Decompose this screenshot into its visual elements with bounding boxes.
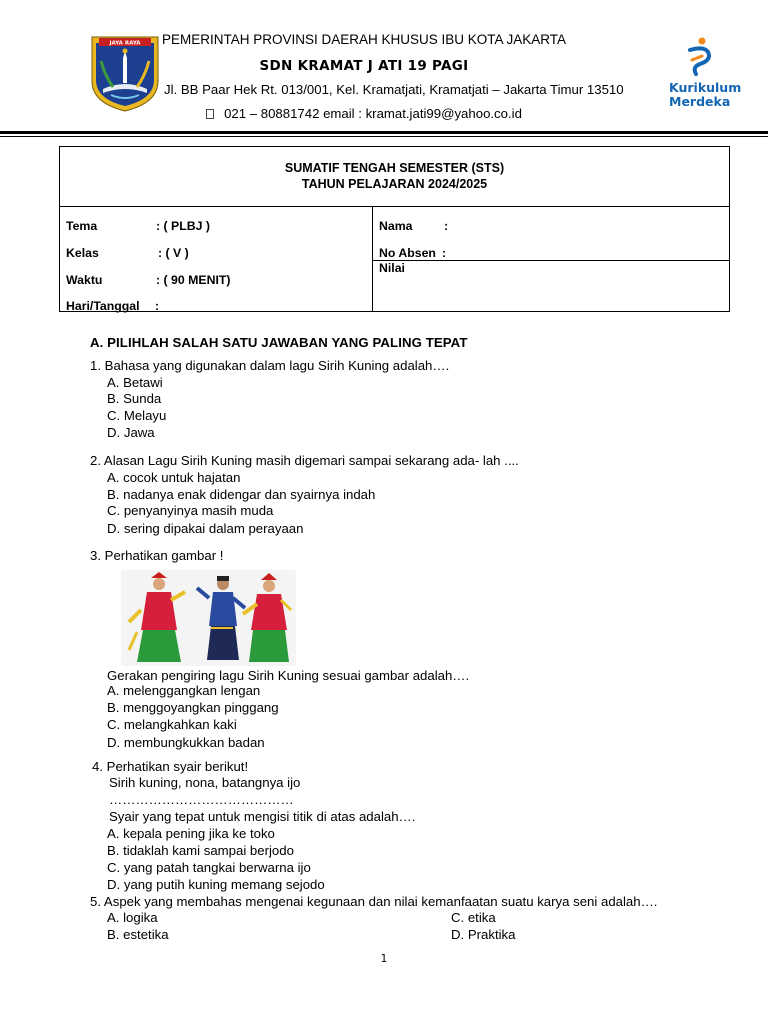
option[interactable]: A. melenggangkan lengan bbox=[107, 683, 261, 698]
option[interactable]: D. yang putih kuning memang sejodo bbox=[107, 877, 325, 892]
option[interactable]: A. logika bbox=[107, 910, 158, 925]
option[interactable]: D. sering dipakai dalam perayaan bbox=[107, 521, 304, 536]
school-address: Jl. BB Paar Hek Rt. 013/001, Kel. Kramatjati, Kramatjati – Jakarta Timur 13510 bbox=[164, 82, 624, 97]
field-value: : bbox=[442, 246, 447, 260]
option[interactable]: A. Betawi bbox=[107, 375, 163, 390]
lyric-blank-line: …………………………………… bbox=[109, 792, 294, 807]
field-value: : bbox=[155, 299, 160, 313]
header-rule-thick bbox=[0, 131, 768, 134]
option[interactable]: A. cocok untuk hajatan bbox=[107, 470, 241, 485]
page-number: 1 bbox=[380, 953, 388, 965]
question-3: 3. Perhatikan gambar ! bbox=[90, 548, 224, 563]
box-divider-vertical bbox=[372, 207, 373, 311]
box-divider-horizontal bbox=[372, 260, 729, 261]
field-label: No Absen bbox=[379, 246, 436, 260]
question-4-prompt: Syair yang tepat untuk mengisi titik di atas adalah…. bbox=[109, 809, 416, 824]
field-label: Nilai bbox=[379, 261, 405, 275]
field-label: Tema bbox=[66, 219, 98, 233]
question-2: 2. Alasan Lagu Sirih Kuning masih digemari sampai sekarang ada- lah .... bbox=[90, 453, 519, 468]
kurikulum-merdeka-logo bbox=[668, 36, 748, 116]
option[interactable]: B. nadanya enak didengar dan syairnya indah bbox=[107, 487, 376, 502]
header-rule-thin bbox=[0, 136, 768, 137]
school-name: SDN KRAMAT J ATI 19 PAGI bbox=[259, 58, 469, 74]
field-value: : ( PLBJ ) bbox=[156, 219, 210, 233]
crest-banner: JAYA RAYA bbox=[109, 40, 141, 47]
contact-text: 021 – 80881742 email : kramat.jati99@yahoo.co.id bbox=[224, 106, 522, 121]
field-label: Kelas bbox=[66, 246, 99, 260]
letterhead bbox=[0, 0, 768, 138]
question-1: 1. Bahasa yang digunakan dalam lagu Sirih Kuning adalah…. bbox=[90, 358, 450, 373]
option[interactable]: A. kepala pening jika ke toko bbox=[107, 826, 275, 841]
field-label: Hari/Tanggal bbox=[66, 299, 140, 313]
option[interactable]: D. Jawa bbox=[107, 425, 155, 440]
kurikulum-merdeka-mark-icon bbox=[682, 36, 722, 80]
school-contact bbox=[28, 106, 700, 121]
exam-title-line1: SUMATIF TENGAH SEMESTER (STS) bbox=[284, 161, 505, 175]
option[interactable]: C. melangkahkan kaki bbox=[107, 717, 237, 732]
option[interactable]: C. Melayu bbox=[107, 408, 167, 423]
lyric-line: Sirih kuning, nona, batangnya ijo bbox=[109, 775, 301, 790]
field-value: : ( 90 MENIT) bbox=[156, 273, 231, 287]
option[interactable]: B. menggoyangkan pinggang bbox=[107, 700, 279, 715]
question-4: 4. Perhatikan syair berikut! bbox=[92, 759, 249, 774]
option[interactable]: D. membungkukkan badan bbox=[107, 735, 265, 750]
field-value: : ( V ) bbox=[158, 246, 189, 260]
question-3-prompt: Gerakan pengiring lagu Sirih Kuning sesuai gambar adalah…. bbox=[107, 668, 470, 683]
option[interactable]: C. yang patah tangkai berwarna ijo bbox=[107, 860, 311, 875]
exam-info-box bbox=[59, 146, 730, 312]
field-label: Waktu bbox=[66, 273, 103, 287]
exam-title bbox=[60, 147, 729, 207]
option[interactable]: B. estetika bbox=[107, 927, 169, 942]
logo-text-line2: Merdeka bbox=[669, 94, 731, 109]
section-heading: A. PILIHLAH SALAH SATU JAWABAN YANG PALING TEPAT bbox=[90, 335, 468, 350]
option[interactable]: C. etika bbox=[451, 910, 496, 925]
field-value: : bbox=[444, 219, 449, 233]
option[interactable]: C. penyanyinya masih muda bbox=[107, 503, 274, 518]
field-label: Nama bbox=[379, 219, 413, 233]
dancers-photo bbox=[121, 570, 296, 666]
logo-text-line1: Kurikulum bbox=[669, 80, 742, 95]
question-5: 5. Aspek yang membahas mengenai kegunaan dan nilai kemanfaatan suatu karya seni adalah…. bbox=[90, 894, 658, 909]
exam-title-line2: TAHUN PELAJARAN 2024/2025 bbox=[301, 177, 488, 191]
option[interactable]: D. Praktika bbox=[451, 927, 516, 942]
option[interactable]: B. tidaklah kami sampai berjodo bbox=[107, 843, 294, 858]
option[interactable]: B. Sunda bbox=[107, 391, 162, 406]
government-name: PEMERINTAH PROVINSI DAERAH KHUSUS IBU KOTA JAKARTA bbox=[161, 32, 567, 47]
phone-icon bbox=[206, 109, 214, 119]
